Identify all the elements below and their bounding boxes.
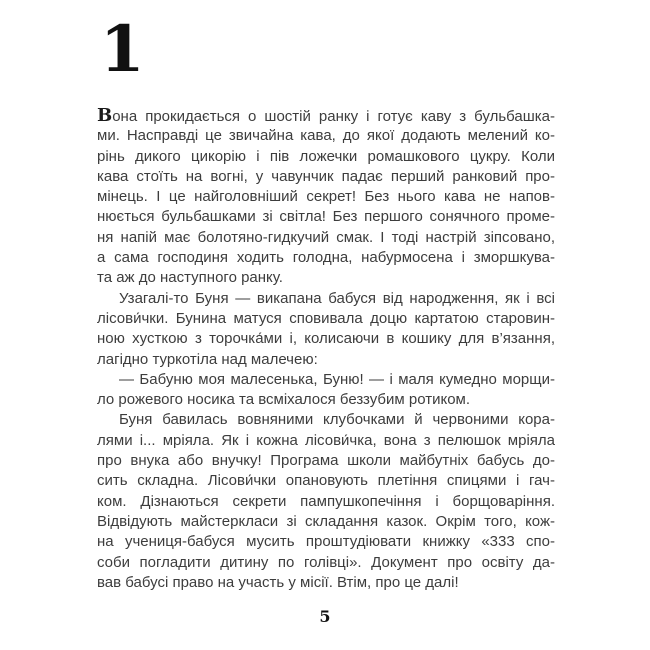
text-line: ми. Насправді це звичайна кава, до якої додають мелений ко- xyxy=(97,127,555,145)
text-line: ком. Дізнаються секрети пампушкопечіння і борщоваріння. xyxy=(97,492,555,510)
text-line: нюється бульбашками зі світла! Без першого сонячного проме- xyxy=(97,208,555,226)
text-line: про внука або внучку! Програма школи майбутніх бабусь до- xyxy=(97,452,555,470)
paragraph xyxy=(97,289,555,370)
body-text xyxy=(97,106,555,593)
text-line: на учениця-бабуся мусить проштудіювати книжку «333 спо- xyxy=(97,533,555,551)
paragraph xyxy=(97,370,555,411)
text-line: лісови́чки. Бунина матуся сповивала доцю картатою старовин- xyxy=(97,309,555,327)
text-line: а сама господиня ходить голодна, набурмосена і зморшкува- xyxy=(97,249,555,267)
text-line: вав бабусі право на участь у місії. Втім, про це далі! xyxy=(97,573,459,591)
text-line: рінь дикого цикорію і пів ложечки ромашкового цукру. Коли xyxy=(97,147,555,165)
text-line: соби погладити дитину по голівці». Документ про освіту да- xyxy=(97,553,555,571)
text-line: Узагалі-то Буня — викапана бабуся від народження, як і всі xyxy=(119,289,555,307)
text-line: Буня бавилась вовняними клубочками й червоними кора- xyxy=(119,411,555,429)
text-line: лагідно туркотіла над малечею: xyxy=(97,350,318,368)
chapter-number: 1 xyxy=(100,12,143,87)
text-line: ня напій має болотяно-гидкучий смак. І тоді настрій зіпсовано, xyxy=(97,228,555,246)
text-line: лями і... мріяла. Як і кожна лісови́чка, вона з пелюшок мріяла xyxy=(97,431,555,449)
paragraph xyxy=(97,106,555,289)
text-line: Відвідують майстеркласи зі складання казок. Окрім того, кож- xyxy=(97,512,555,530)
text-line: ною хусткою з торочка́ми і, колисаючи в кошику для в’язання, xyxy=(97,330,555,348)
text-line: мінець. І це найголовніший секрет! Без нього кава не напов- xyxy=(97,188,555,206)
text-line: ло рожевого носика та всміхалося беззубим ротиком. xyxy=(97,391,471,409)
text-line: та аж до наступного ранку. xyxy=(97,269,283,287)
page-number: 5 xyxy=(319,607,331,626)
text-line: кава стоїть на вогні, у чавунчик падає перший ранковий про- xyxy=(97,167,555,185)
paragraph xyxy=(97,410,555,593)
text-line: сить складна. Лісови́чки опановують плетіння спицями і гач- xyxy=(97,472,555,490)
text-line: — Бабуню моя малесенька, Буню! — і маля кумедно морщи- xyxy=(119,370,555,388)
text-line: Вона прокидається о шостій ранку і готує каву з бульбашка- xyxy=(97,106,555,126)
drop-cap: В xyxy=(97,106,113,126)
